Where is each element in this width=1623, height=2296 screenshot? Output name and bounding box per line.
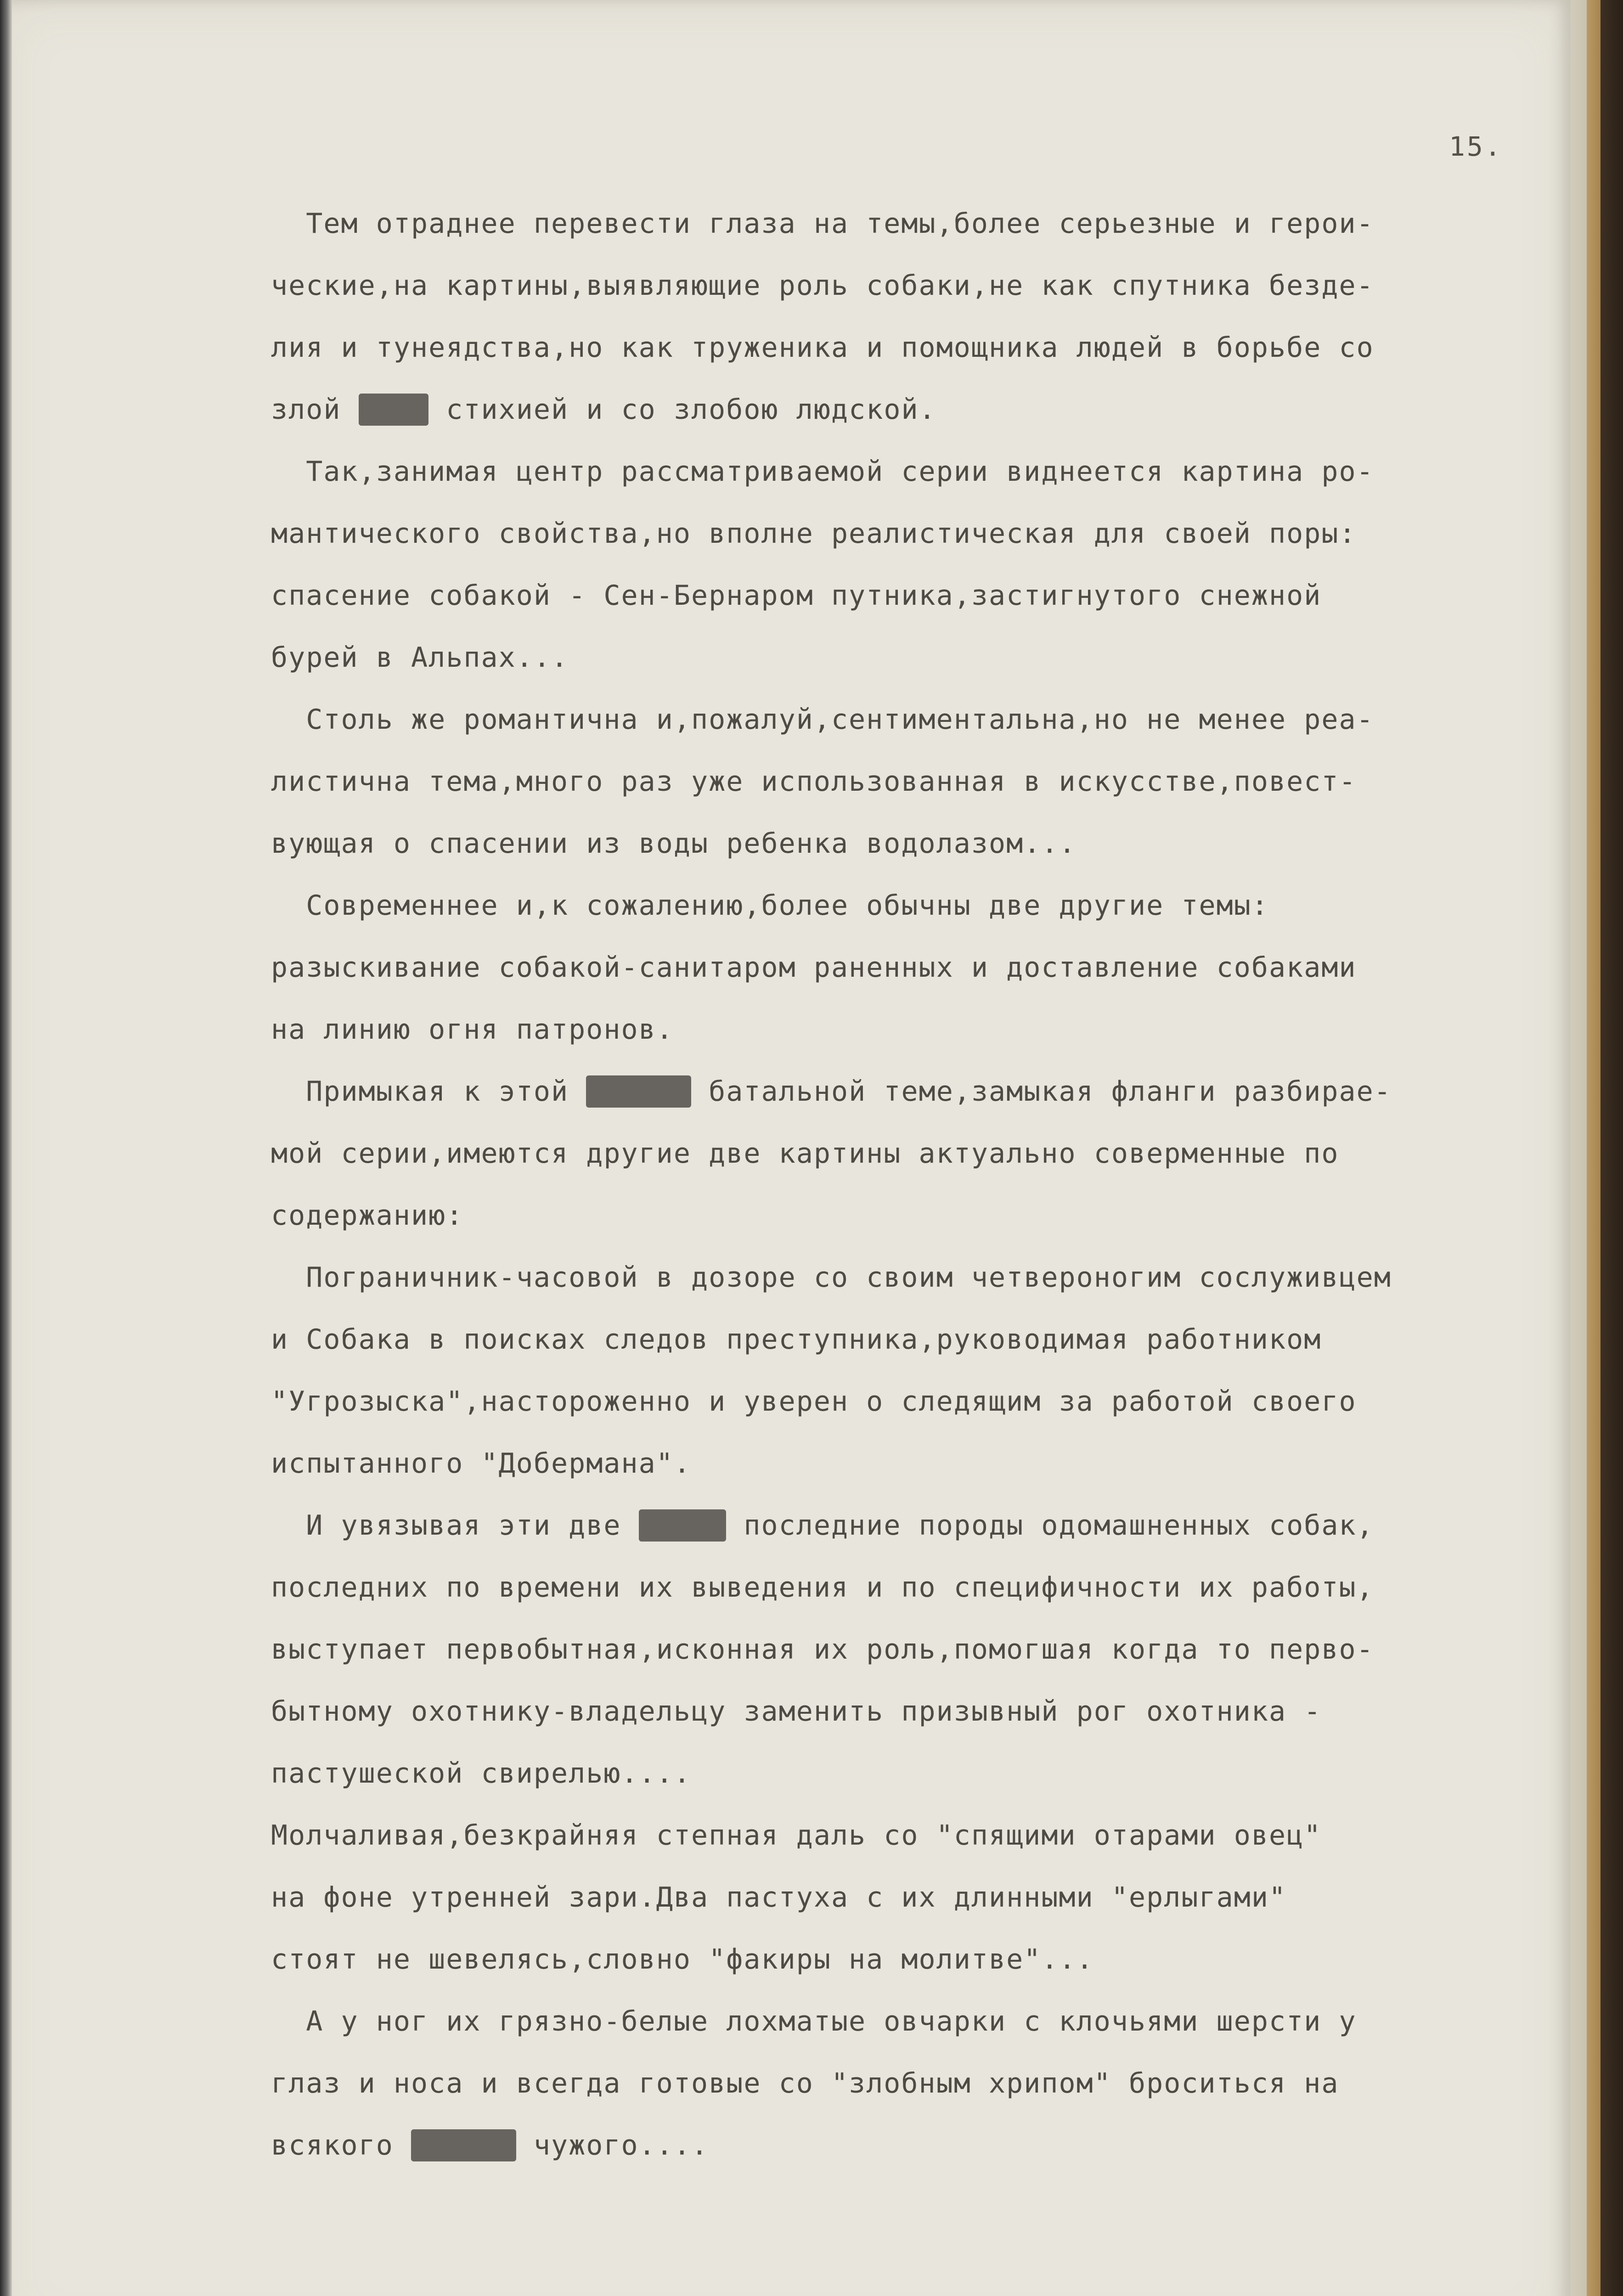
text-segment: мантического свойства,но вполне реалистическая для своей поры:	[271, 518, 1357, 550]
text-segment: выступает первобытная,исконная их роль,помогшая когда то перво-	[271, 1633, 1374, 1666]
struck-out-word: xxxxx	[638, 1509, 727, 1542]
text-line	[271, 627, 1552, 689]
text-segment: Тем отраднее перевести глаза на темы,более серьезные и герои-	[271, 208, 1374, 240]
text-line	[271, 937, 1552, 999]
text-line	[271, 875, 1552, 937]
text-line	[271, 565, 1552, 627]
text-segment: Примыкая к этой	[271, 1075, 586, 1108]
page-stack-edge	[1587, 0, 1600, 2296]
text-segment: глаз и носа и всегда готовые со "злобным хрипом" броситься на	[271, 2067, 1339, 2099]
text-segment: Так,занимая центр рассматриваемой серии виднеется картина ро-	[271, 456, 1374, 488]
text-line	[271, 441, 1552, 503]
text-line	[271, 1495, 1552, 1557]
text-segment: Пограничник-часовой в дозоре со своим четвероногим сослуживцем	[271, 1261, 1392, 1294]
text-line	[271, 1309, 1552, 1371]
text-line	[271, 1619, 1552, 1681]
text-line	[271, 503, 1552, 565]
text-segment: А у ног их грязно-белые лохматые овчарки с клочьями шерсти у	[271, 2005, 1357, 2037]
text-line	[271, 1743, 1552, 1805]
text-segment: спасение собакой - Сен-Бернаром путника,застигнутого снежной	[271, 580, 1322, 612]
text-line	[271, 1991, 1552, 2053]
text-line	[271, 1433, 1552, 1495]
text-segment: бытному охотнику-владельцу заменить призывный рог охотника -	[271, 1695, 1322, 1728]
binding-edge	[0, 0, 12, 2296]
text-line	[271, 689, 1552, 751]
text-segment: злой	[271, 394, 359, 426]
text-segment: Современнее и,к сожалению,более обычны две другие темы:	[271, 889, 1269, 922]
text-line	[271, 1681, 1552, 1743]
text-line	[271, 1371, 1552, 1433]
text-segment: разыскивание собакой-санитаром раненных и доставление собаками	[271, 951, 1357, 984]
struck-out-word: xxxxxx	[411, 2129, 516, 2161]
text-segment: ческие,на картины,выявляющие роль собаки,не как спутника безде-	[271, 270, 1374, 302]
text-line	[271, 1123, 1552, 1185]
text-line	[271, 2115, 1552, 2177]
text-segment: стихией и со злобою людской.	[428, 394, 936, 426]
text-segment: листична тема,много раз уже использованная в искусстве,повест-	[271, 765, 1357, 798]
text-line	[271, 999, 1552, 1061]
text-line	[271, 1557, 1552, 1619]
text-line	[271, 1247, 1552, 1309]
struck-out-word: xxxx	[358, 394, 429, 426]
text-line	[271, 1061, 1552, 1123]
text-line	[271, 1805, 1552, 1867]
text-segment: стоят не шевелясь,словно "факиры на молитве"...	[271, 1943, 1094, 1975]
struck-out-word: к этой	[586, 1075, 691, 1108]
text-segment: И увязывая эти две	[271, 1509, 639, 1542]
text-segment: последних по времени их выведения и по специфичности их работы,	[271, 1571, 1374, 1604]
text-line	[271, 813, 1552, 875]
page-number: 15.	[1449, 131, 1503, 162]
text-segment: испытанного "Добермана".	[271, 1447, 691, 1480]
text-segment: чужого....	[516, 2129, 709, 2161]
text-segment: батальной теме,замыкая фланги разбирае-	[691, 1075, 1392, 1108]
text-line	[271, 193, 1552, 255]
text-segment: Молчаливая,безкрайняя степная даль со "спящими отарами овец"	[271, 1819, 1322, 1851]
text-segment: бурей в Альпах...	[271, 642, 569, 674]
text-segment: лия и тунеядства,но как труженика и помощника людей в борьбе со	[271, 332, 1374, 364]
text-line	[271, 317, 1552, 379]
body-text	[271, 193, 1552, 2177]
text-segment: последние породы одомашненных собак,	[726, 1509, 1374, 1542]
text-line	[271, 751, 1552, 813]
text-segment: содержанию:	[271, 1199, 464, 1232]
text-segment: пастушеской свирелью....	[271, 1757, 691, 1790]
text-segment: и Собака в поисках следов преступника,руководимая работником	[271, 1323, 1322, 1356]
text-segment: мой серии,имеются другие две картины актуально соверменные по	[271, 1137, 1339, 1170]
page-stack-edge	[1600, 0, 1623, 2296]
text-line	[271, 2053, 1552, 2115]
text-line	[271, 255, 1552, 317]
text-segment: на фоне утренней зари.Два пастуха с их длинными "ерлыгами"	[271, 1881, 1287, 1913]
text-segment: "Угрозыска",настороженно и уверен о следящим за работой своего	[271, 1385, 1357, 1418]
text-line	[271, 379, 1552, 441]
text-line	[271, 1185, 1552, 1247]
text-segment: Столь же романтична и,пожалуй,сентиментальна,но не менее реа-	[271, 703, 1374, 736]
text-segment: всякого	[271, 2129, 411, 2161]
text-segment: вующая о спасении из воды ребенка водолазом...	[271, 827, 1076, 860]
text-line	[271, 1867, 1552, 1929]
text-line	[271, 1929, 1552, 1991]
text-segment: на линию огня патронов.	[271, 1013, 674, 1046]
